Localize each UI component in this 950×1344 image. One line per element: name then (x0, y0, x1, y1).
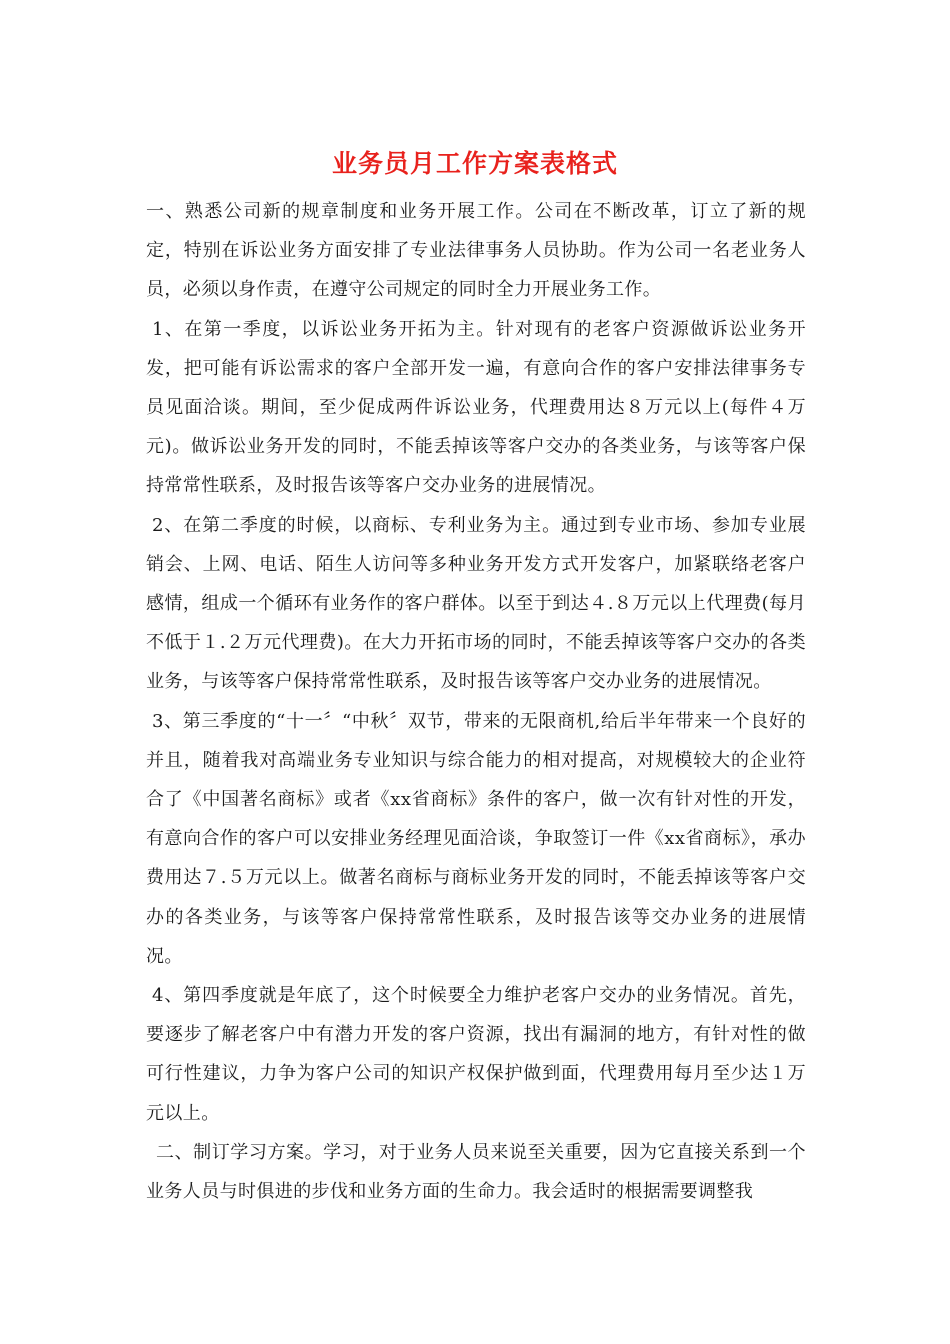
paragraph-2: 1、在第一季度，以诉讼业务开拓为主。针对现有的老客户资源做诉讼业务开发，把可能有诉讼需求的客户全部开发一遍，有意向合作的客户安排法律事务专员见面洽谈。期间，至少促成两件诉讼业务，代理费用达８万元以上(每件４万元)。做诉讼业务开发的同时，不能丢掉该等客户交办的各类业务，与该等客户保持常常性联系，及时报告该等客户交办业务的进展情况。 (146, 318, 806, 497)
document-title: 业务员月工作方案表格式 (331, 149, 618, 178)
paragraph-3: 2、在第二季度的时候，以商标、专利业务为主。通过到专业市场、参加专业展销会、上网、电话、陌生人访问等多种业务开发方式开发客户，加紧联络老客户感情，组成一个循环有业务作的客户群体。以至于到达４.８万元以上代理费(每月不低于１.２万元代理费)。在大力开拓市场的同时，不能丢掉该等客户交办的各类业务，与该等客户保持常常性联系，及时报告该等客户交办业务的进展情况。 (146, 514, 806, 693)
paragraph-1: 一、熟悉公司新的规章制度和业务开展工作。公司在不断改革，订立了新的规定，特别在诉讼业务方面安排了专业法律事务人员协助。作为公司一名老业务人员，必须以身作责，在遵守公司规定的同时全力开展业务工作。 (146, 201, 806, 301)
paragraph-5: 4、第四季度就是年底了，这个时候要全力维护老客户交办的业务情况。首先，要逐步了解老客户中有潜力开发的客户资源，找出有漏洞的地方，有针对性的做可行性建议，力争为客户公司的知识产权保护做到面，代理费用每月至少达１万元以上。 (146, 985, 806, 1124)
paragraph-4: 3、第三季度的“十一〞“中秋〞双节，带来的无限商机,给后半年带来一个良好的并且，随着我对高端业务专业知识与综合能力的相对提高，对规模较大的企业符合了《中国著名商标》或者《xx省商标》条件的客户，做一次有针对性的开发，有意向合作的客户可以安排业务经理见面洽谈，争取签订一件《xx省商标》，承办费用达７.５万元以上。做著名商标与商标业务开发的同时，不能丢掉该等客户交办的各类业务，与该等客户保持常常性联系，及时报告该等交办业务的进展情况。 (146, 710, 806, 967)
document-body (146, 192, 806, 1211)
paragraph-6: 二、制订学习方案。学习，对于业务人员来说至关重要，因为它直接关系到一个业务人员与时俱进的步伐和业务方面的生命力。我会适时的根据需要调整我 (146, 1141, 806, 1203)
